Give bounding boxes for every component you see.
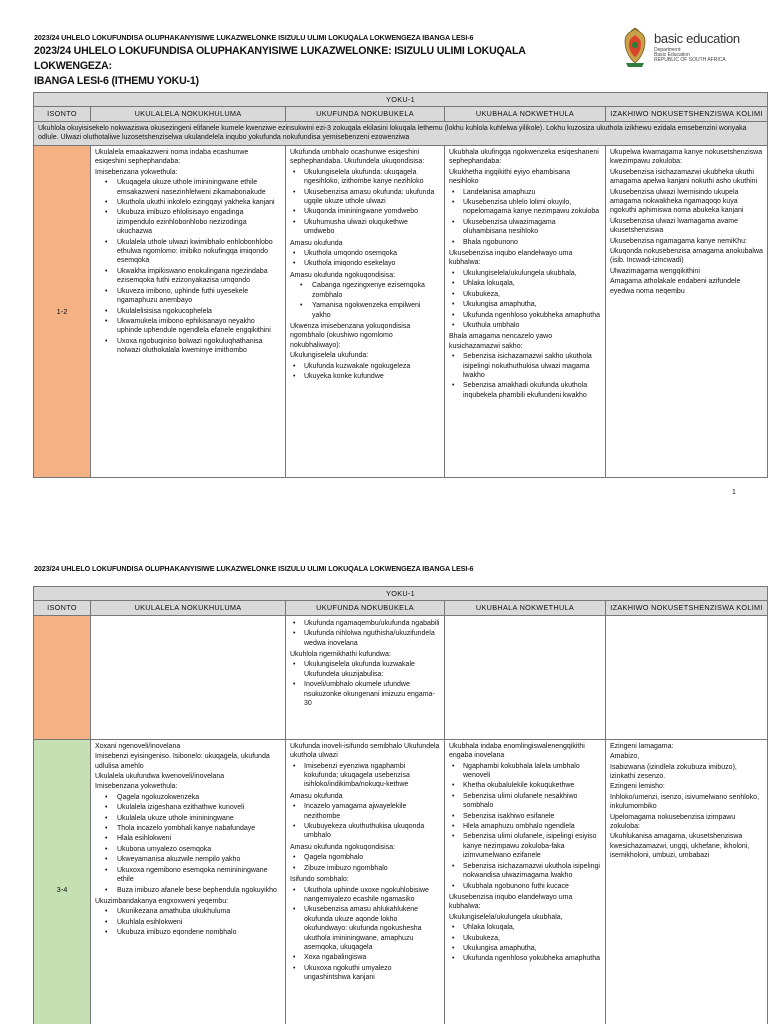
- cell-subheading: Ukuzimbandakanya engxoxweni yeqembu:: [95, 897, 229, 905]
- list-item: • Ukubukeza,: [449, 290, 601, 299]
- cell-text: Ezingeni lamagama:: [610, 742, 674, 750]
- list-item: • Ukuhlala esihlokweni: [95, 918, 281, 927]
- cell-subheading: Amasu okufunda: [290, 792, 343, 800]
- column-header-language: IZAKHIWO NOKUSETSHENZISWA KOLIMI: [606, 107, 768, 121]
- term-header: YOKU-1: [34, 93, 768, 107]
- list-item: • Sebenzisa amakhadi okufunda ukuthola inqubekela phambili ekufundeni kwakho: [449, 381, 601, 400]
- list-item: • Ukulungisa amaphutha,: [449, 300, 601, 309]
- cell-text: Ukulalela ukufundwa kwenoveli/inovelana: [95, 773, 225, 781]
- cell-subheading: Ukukhetha ingqikithi eyiyo ehambisana nesihloko: [449, 168, 571, 186]
- list-item: • Ukubukeza,: [449, 934, 601, 943]
- list-item: • Ukuthola ukuthi inkolelo ezingqayi yakheka kanjani: [95, 198, 281, 207]
- list-item: • Sebenzisa isichazamazwi ukuthola isipelingi nokwandisa ulwazimagama lwakho: [449, 862, 601, 881]
- cell-text: Ukulalela emaakazweni noma indaba ecashunwe esiqeshini sephephandaba:: [95, 149, 249, 166]
- listening-list: [95, 178, 281, 355]
- cell-text: Isabizwana (izindlela zokubuza imibuzo), izinkathi zesenzo.: [610, 763, 737, 781]
- list-item: • Ukulalela ukuze uthole imininingwane: [95, 814, 281, 823]
- cell-text: Imisebenzi eyisingeniso. Isibonelo: ukuqagela, ukufunda udlulisa amehlo: [95, 753, 270, 770]
- reading-list: [290, 660, 440, 708]
- writing-cell: [445, 739, 606, 1024]
- list-item: • Ukulalelisisisa ngokucophelela: [95, 307, 281, 316]
- week-cell: 1-2: [34, 146, 91, 478]
- list-item: • Ukufunda ngenhloso yokubheka amaphutha: [449, 311, 601, 320]
- list-item: • Sebenzisa isichazamazwi sakho ukuthola isipelingi nokuthuthukisa ulwazi magama lwakho: [449, 352, 601, 380]
- column-header-writing: UKUBHALA NOKWETHULA: [445, 601, 606, 615]
- list-item: • Imisebenzi eyenziwa ngaphambi kokufunda; ukuqagela usebenzisa isihloko/indikimba/nokuqu-kethwe: [290, 762, 440, 790]
- reading-list: [290, 619, 440, 648]
- cell-text: Ulwazimagama wengqikithini: [610, 267, 700, 275]
- list-item: • Buza imibuzo afanele bese bephendula ngokuyikho: [95, 886, 281, 895]
- language-cell: [606, 146, 768, 478]
- department-logo: [620, 27, 750, 75]
- list-item: • Ukuthola umqondo osemqoka: [290, 249, 440, 258]
- language-cell: [606, 615, 768, 739]
- list-item: • Ukuyeka konke kufundwe: [290, 372, 440, 381]
- list-item: • Ukufunda ngamaqembu/ukufunda ngababili: [290, 619, 440, 628]
- reading-list: [290, 762, 440, 790]
- list-item: • Inoveli/umbhalo okumele ufundwe nsukuzonke okungenani imizuzu engama-30: [290, 680, 440, 708]
- list-item: • Ukubuza imibuzo eqondene nombhalo: [95, 928, 281, 937]
- logo-line-1: Department:: [654, 47, 682, 53]
- writing-list: [449, 269, 601, 330]
- week-cell: [34, 615, 91, 739]
- cell-subheading: Ukwenza imisebenzana yokuqondisisa ngombhalo (okushiwo ngomlomo nokubhaliwayo):: [290, 322, 411, 349]
- baseline-assessment-note: Ukuhlola okuyisisekelo nokwaziswa okusezingeni elifanele kumele kwenziwe ezinsukwini ezi-3 zokuqala ekilasini lokuqala lethemu (lokhu kuhlola kuhlelwa yilikole). Lokhu kuzosiza ukuthola izikhewu ezidala emsebenzini wonyaka odlule. Ulwazi oluthotaliwe luzosetshenziselwa ukulandelela inqubo yokufunda nokufundisa yemisebenzeni ezowenziwa: [34, 121, 768, 145]
- list-item: • Qagela ngokuzokwenzeka: [95, 793, 281, 802]
- list-item: • Yamanisa ngokwenzeka empilweni yakho: [290, 301, 440, 320]
- logo-line-2: Basic Education: [654, 52, 690, 58]
- cell-text: Ukusebenzisa ulwazi lwamagama avame ukusetshenziswa: [610, 217, 739, 235]
- list-item: • Ukunikezana amathuba ukukhuluma: [95, 907, 281, 916]
- reading-cell: [286, 615, 445, 739]
- cell-text: Ukusebenzisa ngamagama kanye nemiKhu:: [610, 237, 747, 245]
- list-item: • Ukuqagela ukuze uthole imininingwane ethile emsakazweni nasezinhlelweni zikamabonakude: [95, 178, 281, 197]
- reading-list: [290, 802, 440, 841]
- reading-list: [290, 168, 440, 237]
- list-item: • Ukwamukela imibono ephikisanayo neyakho uphinde uphendule ngendlela efanele engqikithini: [95, 317, 281, 336]
- list-item: • Thola incazelo yombhali kanye nabafundaye: [95, 824, 281, 833]
- column-header-reading: UKUFUNDA NOKUBUKELA: [286, 107, 445, 121]
- list-item: • Qagela ngombhalo: [290, 853, 440, 862]
- list-item: • Sebenzisa ulimi olufanele nesakhiwo sombhalo: [449, 792, 601, 811]
- list-item: • Ukusebenzisa amasu ahlukahlukene okufunda ukuze aqonde lokho okufundwayo: ukufunda ngokushesha ukuthola imininingwane, amaphuzu asemqoka, ukuqagela: [290, 905, 440, 952]
- title-line-1: 2023/24 UHLELO LOKUFUNDISA OLUPHAKANYISIWE LUKAZWELONKE: ISIZULU ULIMI LOKUQALA LOKWENGEZA:: [34, 45, 526, 72]
- list-item: • Ukusebenzisa uhlelo lolimi okuyilo, nopelomagama kanye nezimpawu zokuloba: [449, 198, 601, 217]
- page-separator: [0, 512, 768, 552]
- column-header-listening: UKULALELA NOKUKHULUMA: [91, 107, 286, 121]
- column-header-language: IZAKHIWO NOKUSETSHENZISWA KOLIMI: [606, 601, 768, 615]
- reading-cell: [286, 146, 445, 478]
- list-item: • Landelanisa amaphuzu: [449, 188, 601, 197]
- list-item: • Ukulungiselela ukufunda kuzwakale Ukufundela ukuzijabulisa:: [290, 660, 440, 679]
- list-item: • Ukulungiselela/ukulungela ukubhala,: [449, 269, 601, 278]
- list-item: • Ukufunda nihlolwa nguthisha/ukuzifundela wedwa inovelana: [290, 629, 440, 648]
- list-item: • Ukwakha impikiswano enokulingana ngezindaba ezisemqoka futhi ezizonyakazisa umqondo: [95, 267, 281, 286]
- list-item: • Ukulalela izigeshana ezithathwe kunoveli: [95, 803, 281, 812]
- cell-subheading: Bhala amagama nencazelo yawo kusichazamazwi sakho:: [449, 333, 553, 350]
- list-item: • Ukulungisa amaphutha,: [449, 944, 601, 953]
- list-item: • Ngaphambi kokubhala lalela umbhalo wenoveli: [449, 762, 601, 781]
- list-item: • Ukuxoxa ngemibono esemqoka nemininingwane ethile: [95, 866, 281, 885]
- list-item: • Xoxa ngabalingiswa: [290, 953, 440, 962]
- list-item: • Ukulungiselela ukufunda: ukuqagela ngesihloko, izithombe kanye nezihloko: [290, 168, 440, 187]
- page-title: [34, 44, 594, 89]
- cell-subheading: Ukuhlola ngemikhathi kufundwa:: [290, 651, 391, 659]
- list-item: • Ukufunda ngenhloso yokubheka amaphutha: [449, 954, 601, 963]
- term-header: YOKU-1: [34, 587, 768, 601]
- list-item: • Bhala ngobunono: [449, 238, 601, 247]
- coat-of-arms-icon: [620, 27, 650, 69]
- list-item: • Ukubuza imibuzo ehlolisisayo engadinga izimpendulo ezinhlobonhlobo nezizodinga ukuchazwa: [95, 208, 281, 236]
- reading-list: [290, 249, 440, 269]
- cell-subheading: Ukulungiselela/ukulungela ukubhala,: [449, 913, 563, 921]
- title-line-2: IBANGA LESI-6 (ITHEMU YOKU-1): [34, 75, 199, 87]
- list-item: • Ukuveza imibono, uphinde futhi uyesekele ngamaphuzu anembayo: [95, 287, 281, 306]
- running-header: 2023/24 UHLELO LOKUFUNDISA OLUPHAKANYISIWE LUKAZWELONKE ISIZULU ULIMI LOKUQALA LOKWENGEZA IBANGA LESI-6: [34, 33, 474, 42]
- column-header-reading: UKUFUNDA NOKUBUKELA: [286, 601, 445, 615]
- listening-list: [95, 907, 281, 937]
- week-cell: 3-4: [34, 739, 91, 1024]
- cell-text: Ukuqonda nokusebenzisa amagama anokubalwa (isib. Incwadi-izincwadi): [610, 248, 763, 265]
- cell-text: Amabizo,: [610, 753, 640, 761]
- list-item: • Uhlaka lokuqala,: [449, 279, 601, 288]
- cell-text: Inhloko/umenzi, isenzo, isivumelwano senhloko, inkulumombiko: [610, 793, 760, 811]
- list-item: • Ukusebenzisa amasu okufunda: ukufunda ugqile ukuze uthole ulwazi: [290, 188, 440, 207]
- logo-title: basic education: [654, 31, 740, 46]
- cell-text: Upelomagama nokusebenzisa izimpawu zokuloba:: [610, 813, 736, 831]
- list-item: • Ukubuyekeza ukuthuthukisa ukuqonda umbhalo: [290, 822, 440, 841]
- listening-cell: [91, 146, 286, 478]
- list-item: • Zibuze imibuzo ngombhalo: [290, 864, 440, 873]
- list-item: • Ukuthola uphinde uxoxe ngokuhlobisiwe nangemiyalezo ecashile ngamasiko: [290, 886, 440, 905]
- reading-list: [290, 853, 440, 873]
- cell-text: Amagama atholakale endabeni azifundele eyedwa noma neqembu: [610, 278, 741, 295]
- list-item: • Ukubona umyalezo osemqoka: [95, 845, 281, 854]
- cell-text: Ukuhlukanisa amagama, ukusetshenziswa kwesichazamazwi, ungqi, ukhefane, ikholoni, isemikholoni, umbuzi, umbabazi: [610, 833, 750, 860]
- cell-subheading: Isifundo sombhalo:: [290, 876, 349, 884]
- cell-subheading: Imisebenzana yokwethula:: [95, 783, 178, 791]
- column-header-week: ISONTO: [34, 107, 91, 121]
- page-number: 1: [732, 489, 736, 496]
- list-item: • Ukubhala ngobunono futhi kucace: [449, 882, 601, 891]
- cell-text: Ukusebenzisa isichazamazwi ukubheka ukuthi amagama apelwa kanjani nokuthi asho ukuthini: [610, 168, 758, 186]
- list-item: • Cabanga ngezingxenye ezisemqoka zombhalo: [290, 281, 440, 300]
- reading-list: [290, 281, 440, 320]
- cell-text: Ezingeni lemisho:: [610, 783, 665, 791]
- cell-subheading: Ukusebenzisa inqubo elandelwayo uma kubhalwa:: [449, 893, 573, 911]
- list-item: • Sebenzisa isakhiwo esifanele: [449, 812, 601, 821]
- document-page-2: [0, 560, 768, 1024]
- listening-cell: [91, 615, 286, 739]
- list-item: • Incazelo yamagama ajwayelekile nezithombe: [290, 802, 440, 821]
- list-item: • Ukweyamanisa akuzwile nempilo yakho: [95, 855, 281, 864]
- column-header-week: ISONTO: [34, 601, 91, 615]
- logo-line-3: REPUBLIC OF SOUTH AFRICA: [654, 57, 726, 63]
- column-header-writing: UKUBHALA NOKWETHULA: [445, 107, 606, 121]
- list-item: • Khetha okubalulekile kokuqukethwe: [449, 781, 601, 790]
- list-item: • Ukufunda kuzwakale ngokugeleza: [290, 362, 440, 371]
- cell-subheading: Ukulungiselela ukufunda:: [290, 352, 369, 360]
- language-cell: [606, 739, 768, 1024]
- list-item: • Ukusebenzisa ulwazimagama oluhambisana nesihloko: [449, 218, 601, 237]
- list-item: • Ukuthola imiqondo esekelayo: [290, 259, 440, 268]
- list-item: • Sebenzisa ulimi olufanele, isipelingi esiyiso kanye nezimpawu zokuloba-faka izimvumelwano ezifanele: [449, 832, 601, 860]
- writing-list: [449, 352, 601, 400]
- column-header-listening: UKULALELA NOKUKHULUMA: [91, 601, 286, 615]
- list-item: • Ukuhumusha ulwazi oluqukethwe umdwebo: [290, 218, 440, 237]
- writing-cell: [445, 146, 606, 478]
- cell-text: Xoxani ngenoveli/inovelana: [95, 742, 181, 750]
- listening-cell: [91, 739, 286, 1024]
- cell-text: Ukufunda inoveli-isifundo semibhalo Ukufundela ukuthola ulwazi: [290, 742, 440, 760]
- list-item: • Ukulalela uthole ulwazi kwimibhalo enhlobonhlobo ethulwa ngomlomo: imibiko nokufingqa imiqondo esemqoka: [95, 238, 281, 266]
- writing-list: [449, 762, 601, 891]
- running-header: 2023/24 UHLELO LOKUFUNDISA OLUPHAKANYISIWE LUKAZWELONKE ISIZULU ULIMI LOKUQALA LOKWENGEZA IBANGA LESI-6: [34, 564, 474, 573]
- cell-subheading: Imisebenzana yokwethula:: [95, 168, 178, 176]
- reading-list: [290, 886, 440, 983]
- list-item: • Hlela amaphuzu ombhalo ngendlela: [449, 822, 601, 831]
- list-item: • Ukuxoxa ngokuthi umyalezo ungashintshwa kanjani: [290, 964, 440, 983]
- list-item: • Ukuqonda imininingwane yomdwebo: [290, 207, 440, 216]
- writing-cell: [445, 615, 606, 739]
- list-item: • Hlala esihlokweni: [95, 834, 281, 843]
- cell-text: Ukubhala ukufingqa ngokwenzeka esiqeshaneni sephephandaba:: [449, 149, 599, 166]
- work-schedule-table: [33, 586, 768, 1024]
- reading-list: [290, 362, 440, 382]
- cell-text: Ukufunda umbhalo ocashunwe esiqeshini sephephandaba. Ukufundela ukuqondisisa:: [290, 149, 425, 166]
- list-item: • Uhlaka lokuqala,: [449, 923, 601, 932]
- cell-text: Ukubhala indaba enomlingiswalenengqikithi engaba inovelana: [449, 742, 585, 760]
- list-item: • Uxoxa ngobuqiniso bolwazi ngokuluqhathanisa nolwazi oluthokalala kweminye imithombo: [95, 337, 281, 356]
- work-schedule-table: [33, 92, 768, 478]
- reading-cell: [286, 739, 445, 1024]
- cell-subheading: Amasu okufunda ngokuqondisisa:: [290, 271, 396, 279]
- cell-subheading: Ukusebenzisa inqubo elandelwayo uma kubhalwa:: [449, 250, 573, 267]
- writing-list: [449, 923, 601, 964]
- listening-list: [95, 793, 281, 895]
- cell-subheading: Amasu okufunda ngokuqondisisa:: [290, 843, 396, 851]
- writing-list: [449, 188, 601, 247]
- list-item: • Ukuthula umbhalo: [449, 321, 601, 330]
- cell-text: Ukupelwa kwamagama kanye nokusetshenziswa kwezimpawu zokuloba:: [610, 149, 763, 166]
- cell-text: Ukusebenzisa ulwazi lwemisindo ukupela amagama nokwakheka ngamaqoqo kuya ngokuthi aphimiswa noma abukeka kanjani: [610, 188, 744, 215]
- cell-subheading: Amasu okufunda: [290, 239, 343, 247]
